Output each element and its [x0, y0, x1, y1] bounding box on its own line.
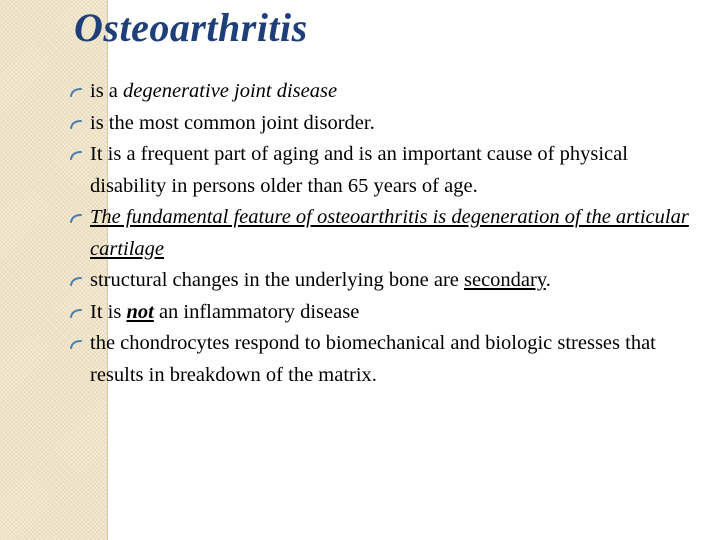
- bullet-text: It is a frequent part of aging and is an important cause of physical disability in persons older than 65 years of age.: [90, 143, 628, 197]
- bullet-item: [70, 76, 695, 108]
- curved-arrow-bullet-icon: [70, 308, 82, 318]
- bullet-text: is the most common joint disorder.: [90, 111, 375, 134]
- bullet-item: [70, 328, 695, 391]
- bullet-item: [70, 202, 695, 265]
- bullet-text-emphasis: degenerative joint disease: [123, 80, 338, 102]
- curved-arrow-bullet-icon: [70, 87, 82, 97]
- bullet-text-emphasis: secondary: [464, 269, 546, 291]
- bullet-item: [70, 108, 695, 140]
- bullet-text-suffix: an inflammatory disease: [153, 300, 360, 323]
- bullet-text-emphasis: The fundamental feature of osteoarthritis is degeneration of the articular cartilage: [90, 206, 689, 260]
- bullet-item: [70, 297, 695, 329]
- curved-arrow-bullet-icon: [70, 339, 82, 349]
- curved-arrow-bullet-icon: [70, 119, 82, 129]
- curved-arrow-bullet-icon: [70, 276, 82, 286]
- bullet-list: [70, 76, 695, 391]
- bullet-item: [70, 139, 695, 202]
- bullet-text-emphasis: not: [126, 300, 154, 323]
- bullet-text-prefix: It is: [90, 300, 127, 323]
- bullet-text: the chondrocytes respond to biomechanical and biologic stresses that results in breakdown of the matrix.: [90, 332, 656, 386]
- curved-arrow-bullet-icon: [70, 150, 82, 160]
- bullet-item: [70, 265, 695, 297]
- bullet-text-prefix: is a: [90, 80, 124, 102]
- curved-arrow-bullet-icon: [70, 213, 82, 223]
- bullet-text-prefix: structural changes in the underlying bone are: [90, 269, 464, 291]
- slide-title: Osteoarthritis: [74, 5, 308, 50]
- bullet-text-suffix: .: [545, 269, 551, 291]
